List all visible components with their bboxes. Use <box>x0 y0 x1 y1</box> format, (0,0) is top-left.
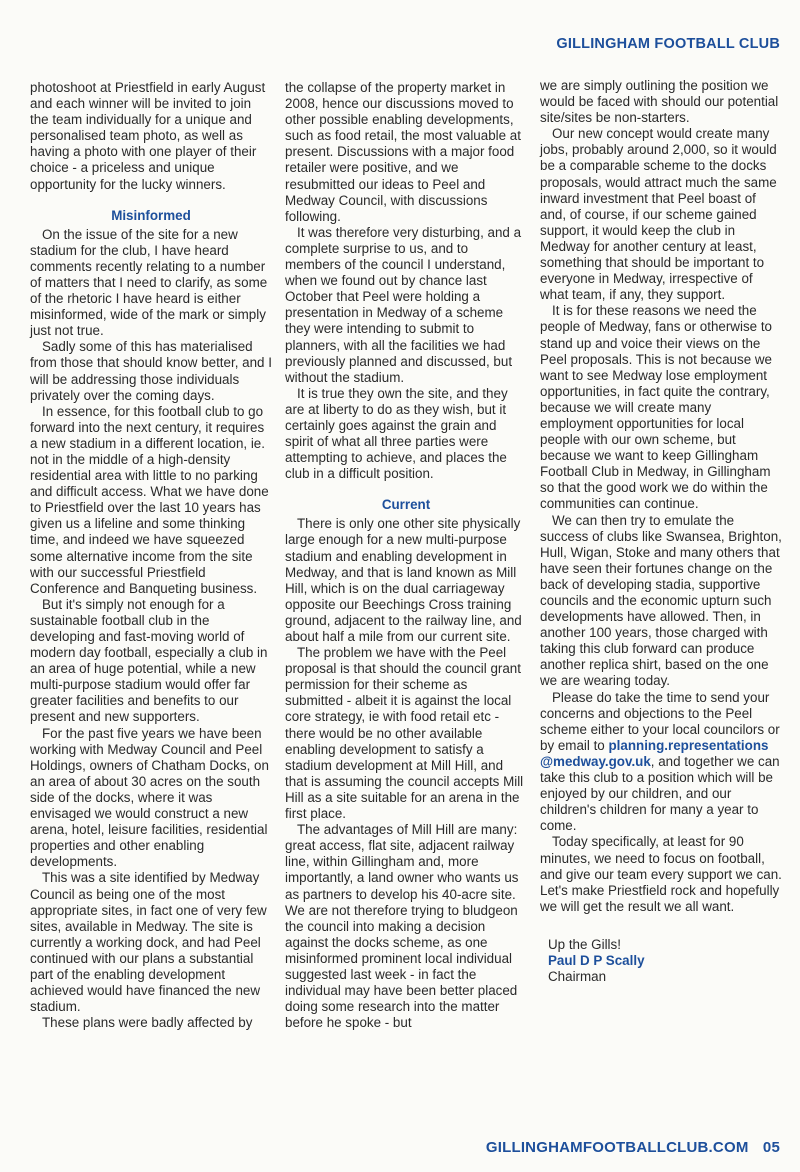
section-heading-misinformed: Misinformed <box>111 207 191 223</box>
paragraph: The problem we have with the Peel proposal is that should the council grant permission for their scheme as submitted - albeit it is against the local core strategy, ie with food retail etc - there would be no other available enabling development to satisfy a stadium development at Mill Hill, and that is assuming the council accepts Mill Hill as a site suitable for an arena in the first place. <box>285 645 524 822</box>
signature-block <box>540 937 782 985</box>
paragraph: There is only one other site physically large enough for a new multi-purpose stadium and enabling development in Medway, and that is land known as Mill Hill, which is on the dual carriageway opposite our Beechings Cross training ground, adjacent to the railway line, and about half a mile from our current site. <box>285 516 522 644</box>
paragraph: This was a site identified by Medway Council as being one of the most appropriate sites, in fact one of very few sites, available in Medway. The site is currently a working dock, and had Peel continued with our plans a substantial part of the enabling development achieved would have financed the new stadium. <box>30 870 267 1015</box>
paragraph: Our new concept would create many jobs, probably around 2,000, so it would be a comparable scheme to the docks proposals, would attract much the same inward investment that Peel boast of and, of course, if our scheme gained support, it would keep the club in Medway for another century at least, something that should be important to everyone in Medway, irrespective of what team, if any, they support. <box>540 126 777 303</box>
text-fragment: Please do take the time to send your concerns and objections to the Peel scheme either to your local councilors or by email to <box>540 689 780 753</box>
column-3 <box>540 78 782 985</box>
paragraph: It is for these reasons we need the people of Medway, fans or otherwise to stand up and voice their views on the Peel proposals. This is not because we want to see Medway lose employment opportunities, in fact quite the contrary, because we will create many employment opportunities for local people with our own scheme, but because we want to keep Gillingham Football Club in Medway, in Gillingham so that the good work we do within the communities can continue. <box>540 303 772 512</box>
paragraph: photoshoot at Priestfield in early August and each winner will be invited to join the team individually for a unique and personalised team photo, as well as having a photo with one player of their choice - a priceless and unique opportunity for the lucky winners. <box>30 80 266 192</box>
paragraph: On the issue of the site for a new stadium for the club, I have heard comments recently relating to a number of matters that I need to clarify, as some of the rhetoric I have heard is either misinformed, wide of the mark or simply just not true. <box>30 226 268 339</box>
page-footer <box>486 1139 780 1156</box>
paragraph: In essence, for this football club to go forward into the next century, it requires a new stadium in a different location, ie. not in the middle of a high-density residential area with little to no parking and difficult access. What we have done to Priestfield over the last 10 years has given us a lifeline and some thinking time, and indeed we have squeezed some alternative income from the site with our successful Priestfield Conference and Banqueting business. <box>30 403 269 596</box>
section-heading-current: Current <box>381 497 431 513</box>
email-link[interactable]: planning.representations @medway.gov.uk <box>540 737 769 769</box>
text-fragment: , and together we can take this club to a position which will be enjoyed by our children, and our children's children for many a year to come. <box>540 753 780 834</box>
paragraph: It is true they own the site, and they are at liberty to do as they wish, but it certainly goes against the grain and spirit of what all three parties were attempting to achieve, and places the club in a difficult position. <box>285 385 508 482</box>
column-2 <box>285 80 527 1031</box>
paragraph: Today specifically, at least for 90 minutes, we need to focus on football, and give our team every support we can. Let's make Priestfield rock and hopefully we will get the result we all want. <box>540 834 782 914</box>
paragraph <box>540 690 782 835</box>
paragraph: Sadly some of this has materialised from those that should know better, and I will be addressing those individuals privately over the coming days. <box>30 339 272 403</box>
paragraph: For the past five years we have been working with Medway Council and Peel Holdings, owners of Chatham Docks, on an area of about 30 acres on the south side of the docks, where it was envisaged we would construct a new arena, hotel, leisure facilities, residential properties and other enabling developments. <box>30 725 269 870</box>
paragraph: We can then try to emulate the success of clubs like Swansea, Brighton, Hull, Wigan, Stoke and many others that have seen their fortunes change on the back of developing stadia, supportive councils and the economic upturn such developments have allowed. Then, in another 100 years, those charged with taking this club forward can produce another replica shirt, based on the one we are wearing today. <box>540 512 782 689</box>
paragraph: But it's simply not enough for a sustainable football club in the developing and fast-moving world of modern day football, especially a club in an area of huge potential, while a new multi-purpose stadium would offer far greater facilities and benefits to our present and new supporters. <box>30 596 268 725</box>
page-number: 05 <box>762 1139 780 1156</box>
author-role: Chairman <box>548 969 607 985</box>
paragraph: The advantages of Mill Hill are many: great access, flat site, adjacent railway line, within Gillingham and, more importantly, a land owner who wants us as partners to develop his 40-acre site. We are not therefore trying to bludgeon the council into making a decision against the docks scheme, as one misinformed prominent local individual suggested last week - in fact the individual may have been better placed doing some research into the matter before he spoke - but <box>285 822 519 1031</box>
paragraph: we are simply outlining the position we would be faced with should our potential site/sites be non-starters. <box>540 78 779 126</box>
paragraph: the collapse of the property market in 2008, hence our discussions moved to other possible enabling developments, such as food retail, the most valuable at present. Discussions with a major food retailer were positive, and we resubmitted our ideas to Peel and Medway Council, with discussions following. <box>285 80 521 224</box>
paragraph: These plans were badly affected by <box>42 1015 253 1031</box>
author-name: Paul D P Scally <box>548 952 645 968</box>
footer-website[interactable]: GILLINGHAMFOOTBALLCLUB.COM <box>485 1139 749 1156</box>
page-header: GILLINGHAM FOOTBALL CLUB <box>556 36 780 52</box>
column-1 <box>30 80 272 1031</box>
paragraph: It was therefore very disturbing, and a complete surprise to us, and to members of the council I understand, when we found out by chance last October that Peel were holding a presentation in Medway of a scheme they were intending to submit to planners, with all the facilities we had previously planned and discussed, but without the stadium. <box>285 224 522 385</box>
sign-off: Up the Gills! <box>548 936 621 952</box>
